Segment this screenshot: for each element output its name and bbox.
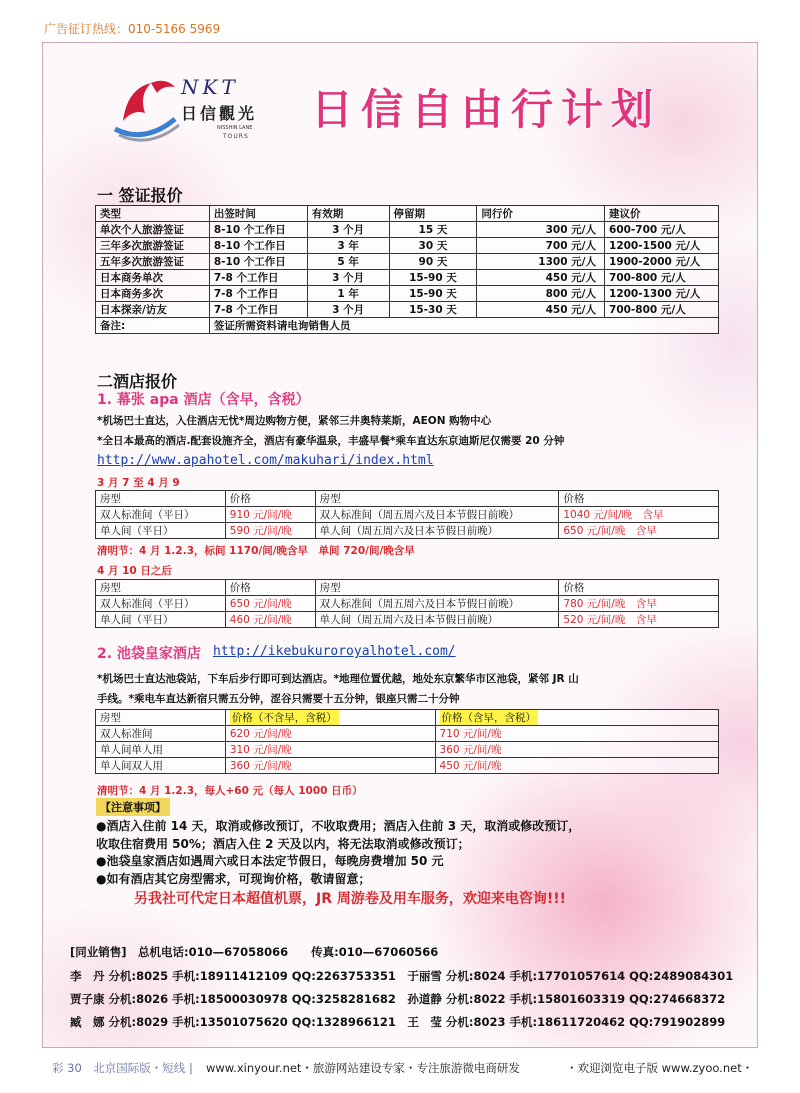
cell: 单人间（平日） (96, 523, 226, 539)
footer-ebook[interactable]: ・欢迎浏览电子版 www.zyoo.net・ (566, 1061, 754, 1075)
cell: 450 元/间/晚 (435, 758, 718, 774)
cell: 700-800 元/人 (605, 270, 719, 286)
apa-hotel-link[interactable]: http://www.apahotel.com/makuhari/index.html (97, 453, 434, 468)
table-row (96, 507, 719, 523)
table-row (96, 238, 719, 254)
table-row (96, 726, 719, 742)
visa-remark: 签证所需资料请电询销售人员 (209, 318, 718, 334)
cell: 日本商务单次 (96, 270, 210, 286)
top-bar (0, 0, 800, 42)
promo-text: 另我社可代定日本超值机票，JR 周游卷及用车服务，欢迎来电咨询!!! (134, 891, 567, 907)
cell: 620 元/间/晚 (225, 726, 435, 742)
cell: 8-10 个工作日 (209, 222, 307, 238)
cell: 360 元/间/晚 (435, 742, 718, 758)
cell: 价格 (559, 491, 719, 507)
cell: 30 天 (389, 238, 477, 254)
page-title: 日信自由行计划 (311, 85, 662, 134)
list-item: ●酒店入住前 14 天，取消或修改预订，不收取费用；酒店入住前 3 天，取消或修改预订， (96, 819, 581, 833)
cell: 双人标准间（周五周六及日本节假日前晚） (315, 596, 559, 612)
royal-qingming: 清明节：4 月 1.2.3，每人+60 元（每人 1000 日币） (97, 785, 363, 797)
cell: 日本商务多次 (96, 286, 210, 302)
cell: 单人间双人用 (96, 758, 226, 774)
cell: 房型 (96, 710, 226, 726)
list-item: ●如有酒店其它房型需求，可现询价格，敬请留意； (96, 871, 371, 886)
cell: 800 元/人 (477, 286, 605, 302)
cell: 700-800 元/人 (605, 302, 719, 318)
table-row (96, 742, 719, 758)
cell: 3 个月 (307, 302, 389, 318)
visa-col-stay: 停留期 (389, 206, 477, 222)
visa-remark-label: 备注: (96, 318, 210, 334)
cell: 五年多次旅游签证 (96, 254, 210, 270)
cell: 1200-1300 元/人 (605, 286, 719, 302)
cell: 7-8 个工作日 (209, 302, 307, 318)
cell: 房型 (315, 580, 559, 596)
company-logo (105, 69, 265, 153)
cell: 15-90 天 (389, 286, 477, 302)
cell: 600-700 元/人 (605, 222, 719, 238)
cell: 300 元/人 (477, 222, 605, 238)
cell: 房型 (96, 580, 226, 596)
notice-list (96, 818, 666, 888)
visa-col-time: 出签时间 (209, 206, 307, 222)
cell: 1040 元/间/晚 含早 (559, 507, 719, 523)
cell: 7-8 个工作日 (209, 270, 307, 286)
list-item: 收取住宿费用 50%；酒店入住 2 天及以内，将无法取消或修改预订； (96, 836, 470, 851)
cell: 双人标准间 (96, 726, 226, 742)
apa-qingming: 清明节：4 月 1.2.3，标间 1170/间/晚含早 单间 720/间/晚含早 (97, 545, 415, 557)
cell: 1 年 (307, 286, 389, 302)
cell: 单次个人旅游签证 (96, 222, 210, 238)
cell: 780 元/间/晚 含早 (559, 596, 719, 612)
cell: 520 元/间/晚 含早 (559, 612, 719, 628)
cell: 15 天 (389, 222, 477, 238)
swan-logo-icon (105, 69, 185, 149)
cell: 710 元/间/晚 (435, 726, 718, 742)
royal-price-table (95, 709, 719, 774)
cell: 1200-1500 元/人 (605, 238, 719, 254)
price-no-breakfast-header: 价格（不含早，含税） (231, 712, 337, 724)
table-row (96, 523, 719, 539)
list-item: ●池袋皇家酒店如遇周六或日本法定节假日，每晚房费增加 50 元 (96, 854, 444, 868)
cell: 910 元/间/晚 (225, 507, 315, 523)
royal-hotel-link[interactable]: http://ikebukuroroyalhotel.com/ (213, 644, 456, 659)
page-footer (0, 1048, 800, 1093)
table-row (96, 254, 719, 270)
logo-en-small: NISSHIN LANE (217, 125, 253, 131)
visa-col-validity: 有效期 (307, 206, 389, 222)
cell: 单人间（周五周六及日本节假日前晚） (315, 612, 559, 628)
cell: 3 年 (307, 238, 389, 254)
table-row (96, 758, 719, 774)
cell: 双人标准间（平日） (96, 596, 226, 612)
cell: 450 元/人 (477, 302, 605, 318)
footer-site[interactable]: www.xinyour.net・旅游网站建设专家・专注旅游微电商研发 (206, 1061, 520, 1075)
cell: 价格 (225, 491, 315, 507)
cell: 7-8 个工作日 (209, 286, 307, 302)
visa-heading: 一 签证报价 (97, 186, 183, 205)
apa-desc-1: *机场巴士直达，入住酒店无忧*周边购物方便，紧邻三井奥特莱斯，AEON 购物中心 (97, 415, 492, 427)
contact-row: 臧 娜 分机:8029 手机:13501075620 QQ:1328966121 王 莹 分机:8023 手机:18611720462 QQ:791902899 (70, 1015, 726, 1029)
cell: 1300 元/人 (477, 254, 605, 270)
cell: 650 元/间/晚 含早 (559, 523, 719, 539)
cell (225, 710, 435, 726)
ad-hotline: 广告征订热线：010-5166 5969 (44, 22, 221, 36)
cell: 90 天 (389, 254, 477, 270)
hotel-heading: 二酒店报价 (97, 372, 178, 391)
table-row (96, 612, 719, 628)
logo-cn-name: 日信觀光 (181, 104, 258, 123)
logo-tours: TOURS (223, 133, 249, 140)
apa-price-table-2 (95, 579, 719, 628)
visa-col-type: 类型 (96, 206, 210, 222)
contact-header: [同业销售] 总机电话:010—67058066 传真:010—67060566 (70, 945, 439, 959)
page-number: 彩 30 北京国际版・短线 | (52, 1061, 193, 1075)
cell: 双人标准间（周五周六及日本节假日前晚） (315, 507, 559, 523)
table-header-row (96, 710, 719, 726)
contact-row: 李 丹 分机:8025 手机:18911412109 QQ:2263753351 于丽雪 分机:8024 手机:17701057614 QQ:2489084301 (70, 969, 734, 983)
cell: 单人间单人用 (96, 742, 226, 758)
cell: 590 元/间/晚 (225, 523, 315, 539)
cell: 单人间（周五周六及日本节假日前晚） (315, 523, 559, 539)
cell: 价格 (225, 580, 315, 596)
cell: 价格 (559, 580, 719, 596)
table-header-row (96, 580, 719, 596)
cell: 5 年 (307, 254, 389, 270)
logo-brand: NKT (181, 75, 239, 99)
visa-col-trade-price: 同行价 (477, 206, 605, 222)
cell: 3 个月 (307, 270, 389, 286)
royal-desc-2: 手线。*乘电车直达新宿只需五分钟，涩谷只需要十五分钟，银座只需二十分钟 (97, 693, 460, 705)
cell: 310 元/间/晚 (225, 742, 435, 758)
cell: 8-10 个工作日 (209, 254, 307, 270)
cell: 房型 (96, 491, 226, 507)
table-row (96, 286, 719, 302)
apa-desc-2: *全日本最高的酒店.配套设施齐全，酒店有豪华温泉，丰盛早餐*乘车直达东京迪斯尼仅需要 20 分钟 (97, 435, 565, 447)
visa-remark-row (96, 318, 719, 334)
cell: 360 元/间/晚 (225, 758, 435, 774)
royal-hotel-title: 2. 池袋皇家酒店 (97, 646, 201, 662)
visa-header-row (96, 206, 719, 222)
cell: 房型 (315, 491, 559, 507)
cell: 3 个月 (307, 222, 389, 238)
cell: 700 元/人 (477, 238, 605, 254)
cell: 1900-2000 元/人 (605, 254, 719, 270)
price-with-breakfast-header: 价格（含早，含税） (441, 712, 537, 724)
cell: 450 元/人 (477, 270, 605, 286)
cell: 三年多次旅游签证 (96, 238, 210, 254)
apa-period-1: 3 月 7 至 4 月 9 (97, 477, 180, 489)
cell (435, 710, 718, 726)
cell: 650 元/间/晚 (225, 596, 315, 612)
table-header-row (96, 491, 719, 507)
visa-col-retail-price: 建议价 (605, 206, 719, 222)
table-row (96, 222, 719, 238)
apa-hotel-title: 1. 幕张 apa 酒店（含早，含税） (97, 392, 310, 408)
cell: 双人标准间（平日） (96, 507, 226, 523)
table-row (96, 596, 719, 612)
notice-label: 【注意事项】 (96, 798, 170, 816)
cell: 日本探亲/访友 (96, 302, 210, 318)
contact-row: 贾子康 分机:8026 手机:18500030978 QQ:3258281682 孙道静 分机:8022 手机:15801603319 QQ:274668372 (70, 992, 726, 1006)
cell: 460 元/间/晚 (225, 612, 315, 628)
cell: 单人间（平日） (96, 612, 226, 628)
apa-price-table-1 (95, 490, 719, 539)
table-row (96, 270, 719, 286)
table-row (96, 302, 719, 318)
cell: 15-30 天 (389, 302, 477, 318)
visa-table (95, 205, 719, 334)
cell: 15-90 天 (389, 270, 477, 286)
apa-period-2: 4 月 10 日之后 (97, 565, 172, 577)
royal-desc-1: *机场巴士直达池袋站，下车后步行即可到达酒店。*地理位置优越，地处东京繁华市区池袋，紧邻 JR 山 (97, 673, 579, 685)
cell: 8-10 个工作日 (209, 238, 307, 254)
